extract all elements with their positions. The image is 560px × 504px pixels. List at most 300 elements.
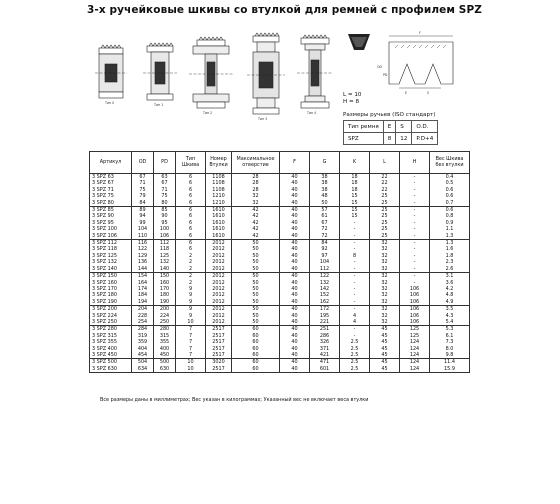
table-cell: 7 bbox=[176, 352, 206, 359]
table-cell: 174 bbox=[132, 286, 154, 292]
table-cell: 7 bbox=[176, 326, 206, 333]
article-cell: 3 SPZ 63 bbox=[90, 174, 132, 181]
article-cell: 3 SPZ 160 bbox=[90, 280, 132, 286]
table-cell: 4 bbox=[340, 313, 370, 319]
table-cell: 57 bbox=[310, 207, 340, 214]
table-cell: 132 bbox=[154, 259, 176, 265]
table-cell: 1610 bbox=[206, 213, 232, 219]
table-cell: 50 bbox=[232, 299, 280, 306]
table-cell: 8 bbox=[340, 253, 370, 259]
table-cell: 154 bbox=[132, 273, 154, 280]
table-cell: - bbox=[340, 299, 370, 306]
pulley-type-3-label: Тип 3 bbox=[258, 117, 268, 121]
article-cell: 3 SPZ 250 bbox=[90, 319, 132, 326]
table-cell: 2012 bbox=[206, 319, 232, 326]
table-cell: 471 bbox=[310, 359, 340, 366]
article-cell: 3 SPZ 112 bbox=[90, 240, 132, 247]
table-cell: 18 bbox=[340, 187, 370, 193]
table-cell: 60 bbox=[232, 326, 280, 333]
table-cell: 75 bbox=[154, 193, 176, 199]
table-cell: 106 bbox=[400, 299, 430, 306]
table-cell: 40 bbox=[280, 246, 310, 252]
article-cell: 3 SPZ 170 bbox=[90, 286, 132, 292]
table-cell: 400 bbox=[154, 346, 176, 352]
table-cell: 6 bbox=[176, 207, 206, 214]
table-cell: 601 bbox=[310, 366, 340, 373]
table-cell: 2012 bbox=[206, 240, 232, 247]
table-row bbox=[90, 266, 470, 273]
table-cell: 630 bbox=[154, 366, 176, 373]
table-cell: 67 bbox=[154, 180, 176, 186]
table-cell: 142 bbox=[310, 286, 340, 292]
table-cell: 224 bbox=[154, 313, 176, 319]
column-header: Тип Шкива bbox=[176, 152, 206, 174]
table-cell: 315 bbox=[154, 333, 176, 339]
table-cell: 1.1 bbox=[430, 226, 470, 232]
table-cell: 2.5 bbox=[340, 366, 370, 373]
table-cell: 6 bbox=[176, 233, 206, 240]
table-cell: 0.5 bbox=[430, 180, 470, 186]
table-cell: 6 bbox=[176, 180, 206, 186]
table-cell: 0.8 bbox=[430, 213, 470, 219]
table-cell: 110 bbox=[132, 233, 154, 240]
table-cell: - bbox=[340, 266, 370, 273]
table-cell: 95 bbox=[154, 220, 176, 226]
table-row bbox=[90, 306, 470, 313]
table-cell: 116 bbox=[132, 240, 154, 247]
belt-profile-drawing bbox=[348, 34, 370, 50]
table-cell: 32 bbox=[370, 292, 400, 298]
pulley-type-2-label: Тип 2 bbox=[203, 111, 213, 115]
table-cell: 42 bbox=[232, 233, 280, 240]
table-cell: 9 bbox=[176, 292, 206, 298]
table-cell: 2.5 bbox=[340, 352, 370, 359]
profile-h-value: H = 8 bbox=[343, 99, 360, 105]
table-cell: 326 bbox=[310, 339, 340, 345]
table-cell: 94 bbox=[132, 213, 154, 219]
table-cell: 42 bbox=[232, 207, 280, 214]
table-cell: 6.1 bbox=[430, 333, 470, 339]
table-cell: 122 bbox=[310, 273, 340, 280]
table-cell: 40 bbox=[280, 174, 310, 181]
table-cell: 6 bbox=[176, 213, 206, 219]
table-cell: 40 bbox=[280, 180, 310, 186]
table-cell: 2012 bbox=[206, 266, 232, 273]
table-cell: 40 bbox=[280, 359, 310, 366]
table-cell: 40 bbox=[280, 333, 310, 339]
table-cell: 2012 bbox=[206, 286, 232, 292]
table-cell: 280 bbox=[154, 326, 176, 333]
table-cell: 104 bbox=[132, 226, 154, 232]
pulley-specs-table bbox=[89, 151, 470, 373]
table-cell: 15 bbox=[340, 193, 370, 199]
table-cell: 112 bbox=[154, 240, 176, 247]
table-cell: 50 bbox=[232, 292, 280, 298]
article-cell: 3 SPZ 630 bbox=[90, 366, 132, 373]
table-cell: 25 bbox=[370, 220, 400, 226]
table-cell: 40 bbox=[280, 266, 310, 273]
table-cell: 144 bbox=[132, 266, 154, 273]
article-cell: 3 SPZ 224 bbox=[90, 313, 132, 319]
table-cell: 45 bbox=[370, 333, 400, 339]
article-cell: 3 SPZ 200 bbox=[90, 306, 132, 313]
table-cell: 32 bbox=[370, 266, 400, 273]
table-cell: 60 bbox=[232, 333, 280, 339]
table-cell: 3020 bbox=[206, 359, 232, 366]
table-cell: 221 bbox=[310, 319, 340, 326]
table-cell: 9 bbox=[176, 286, 206, 292]
table-cell: 92 bbox=[310, 246, 340, 252]
table-cell: 1.3 bbox=[430, 233, 470, 240]
article-cell: 3 SPZ 140 bbox=[90, 266, 132, 273]
table-row bbox=[90, 207, 470, 214]
table-row bbox=[90, 366, 470, 373]
table-cell: 2 bbox=[176, 273, 206, 280]
table-cell: 40 bbox=[280, 240, 310, 247]
article-cell: 3 SPZ 315 bbox=[90, 333, 132, 339]
table-cell: 4.2 bbox=[430, 286, 470, 292]
table-cell: 286 bbox=[310, 333, 340, 339]
table-cell: 122 bbox=[132, 246, 154, 252]
table-cell: 2012 bbox=[206, 299, 232, 306]
table-cell: 112 bbox=[310, 266, 340, 273]
table-cell: 9 bbox=[176, 299, 206, 306]
table-cell: 194 bbox=[132, 299, 154, 306]
table-cell: 45 bbox=[370, 352, 400, 359]
table-cell: 4 bbox=[340, 319, 370, 326]
pulley-type-1-label: Тип 1 bbox=[154, 103, 164, 107]
table-cell: - bbox=[340, 333, 370, 339]
table-row bbox=[90, 233, 470, 240]
table-cell: - bbox=[400, 280, 430, 286]
table-cell: 48 bbox=[310, 193, 340, 199]
groove-cell: 12 bbox=[396, 133, 412, 145]
table-cell: 184 bbox=[132, 292, 154, 298]
table-cell: 10 bbox=[176, 359, 206, 366]
table-cell: 32 bbox=[370, 313, 400, 319]
table-cell: 18 bbox=[340, 174, 370, 181]
table-row bbox=[90, 240, 470, 247]
table-cell: 106 bbox=[400, 286, 430, 292]
table-cell: 125 bbox=[400, 326, 430, 333]
table-cell: 40 bbox=[280, 213, 310, 219]
table-cell: - bbox=[400, 273, 430, 280]
table-cell: 195 bbox=[310, 313, 340, 319]
table-cell: 6 bbox=[176, 240, 206, 247]
table-cell: 125 bbox=[400, 333, 430, 339]
article-cell: 3 SPZ 125 bbox=[90, 253, 132, 259]
groove-header-cell: Тип ремня bbox=[344, 121, 384, 133]
table-cell: 40 bbox=[280, 187, 310, 193]
table-cell: - bbox=[340, 273, 370, 280]
pulley-type-0-drawing bbox=[95, 45, 127, 98]
table-cell: - bbox=[340, 326, 370, 333]
table-cell: - bbox=[400, 240, 430, 247]
groove-header-cell: S bbox=[396, 121, 412, 133]
table-cell: - bbox=[340, 240, 370, 247]
table-cell: 1108 bbox=[206, 180, 232, 186]
table-cell: - bbox=[400, 174, 430, 181]
table-cell: 32 bbox=[370, 259, 400, 265]
table-cell: 2012 bbox=[206, 280, 232, 286]
table-cell: 1.8 bbox=[430, 253, 470, 259]
table-cell: - bbox=[340, 280, 370, 286]
table-cell: 254 bbox=[132, 319, 154, 326]
article-cell: 3 SPZ 75 bbox=[90, 193, 132, 199]
table-cell: 2.5 bbox=[340, 339, 370, 345]
table-cell: 97 bbox=[310, 253, 340, 259]
table-cell: 40 bbox=[280, 200, 310, 207]
groove-header-cell: O.D. bbox=[412, 121, 438, 133]
table-cell: 3.6 bbox=[430, 280, 470, 286]
article-cell: 3 SPZ 106 bbox=[90, 233, 132, 240]
groove-cell: P.D+4 bbox=[412, 133, 438, 145]
table-cell: - bbox=[340, 286, 370, 292]
table-cell: 404 bbox=[132, 346, 154, 352]
table-cell: 6 bbox=[176, 246, 206, 252]
pulley-type-4-drawing bbox=[297, 35, 333, 108]
table-cell: 32 bbox=[370, 246, 400, 252]
article-cell: 3 SPZ 118 bbox=[90, 246, 132, 252]
table-cell: 60 bbox=[232, 339, 280, 345]
table-cell: 99 bbox=[132, 220, 154, 226]
table-cell: 32 bbox=[370, 319, 400, 326]
table-cell: 106 bbox=[400, 313, 430, 319]
table-cell: 180 bbox=[154, 292, 176, 298]
table-cell: 0.9 bbox=[430, 220, 470, 226]
pulley-type-0-label: Тип 0 bbox=[105, 101, 115, 105]
table-cell: 2012 bbox=[206, 273, 232, 280]
table-cell: 42 bbox=[232, 220, 280, 226]
table-cell: 67 bbox=[132, 174, 154, 181]
table-cell: 32 bbox=[370, 286, 400, 292]
table-cell: 228 bbox=[132, 313, 154, 319]
table-cell: 6 bbox=[176, 226, 206, 232]
table-cell: 4.9 bbox=[430, 299, 470, 306]
table-cell: 2012 bbox=[206, 253, 232, 259]
table-cell: 9 bbox=[176, 313, 206, 319]
table-cell: 25 bbox=[370, 207, 400, 214]
groove-cell: SPZ bbox=[344, 133, 384, 145]
table-row bbox=[90, 352, 470, 359]
table-cell: 2517 bbox=[206, 352, 232, 359]
table-cell: 1610 bbox=[206, 233, 232, 240]
table-cell: 2517 bbox=[206, 333, 232, 339]
table-cell: 204 bbox=[132, 306, 154, 313]
table-cell: 79 bbox=[132, 193, 154, 199]
article-cell: 3 SPZ 190 bbox=[90, 299, 132, 306]
table-cell: 25 bbox=[370, 233, 400, 240]
table-cell: 50 bbox=[310, 200, 340, 207]
table-cell: 421 bbox=[310, 352, 340, 359]
table-cell: 38 bbox=[310, 180, 340, 186]
table-cell: 371 bbox=[310, 346, 340, 352]
table-cell: 106 bbox=[400, 306, 430, 313]
table-cell: - bbox=[400, 259, 430, 265]
table-cell: 45 bbox=[370, 359, 400, 366]
groove-header-row bbox=[344, 121, 438, 133]
table-cell: 50 bbox=[232, 266, 280, 273]
table-cell: - bbox=[340, 233, 370, 240]
table-cell: - bbox=[400, 213, 430, 219]
table-row bbox=[90, 359, 470, 366]
table-cell: 124 bbox=[400, 366, 430, 373]
table-cell: 10 bbox=[176, 366, 206, 373]
table-cell: 1210 bbox=[206, 193, 232, 199]
table-cell: 100 bbox=[154, 226, 176, 232]
table-cell: 40 bbox=[280, 207, 310, 214]
table-cell: 40 bbox=[280, 193, 310, 199]
table-cell: - bbox=[400, 193, 430, 199]
table-cell: 40 bbox=[280, 346, 310, 352]
table-cell: 38 bbox=[310, 174, 340, 181]
table-cell: 80 bbox=[154, 200, 176, 207]
column-header: Вес Шкива без втулки bbox=[430, 152, 470, 174]
article-cell: 3 SPZ 450 bbox=[90, 352, 132, 359]
table-cell: 40 bbox=[280, 280, 310, 286]
table-cell: 45 bbox=[370, 366, 400, 373]
table-cell: 67 bbox=[310, 220, 340, 226]
table-cell: 106 bbox=[154, 233, 176, 240]
table-cell: 32 bbox=[232, 200, 280, 207]
table-cell: 0.7 bbox=[430, 200, 470, 207]
table-cell: 2517 bbox=[206, 366, 232, 373]
table-cell: - bbox=[340, 259, 370, 265]
article-cell: 3 SPZ 85 bbox=[90, 207, 132, 214]
table-cell: 50 bbox=[232, 280, 280, 286]
table-cell: 50 bbox=[232, 286, 280, 292]
table-cell: 40 bbox=[280, 273, 310, 280]
table-cell: 50 bbox=[232, 306, 280, 313]
pulley-type-4-label: Тип 4 bbox=[307, 111, 317, 115]
column-header: PD bbox=[154, 152, 176, 174]
table-cell: 40 bbox=[280, 313, 310, 319]
table-cell: 160 bbox=[154, 280, 176, 286]
table-cell: 22 bbox=[370, 174, 400, 181]
groove-header-cell: E bbox=[383, 121, 396, 133]
table-cell: 2517 bbox=[206, 346, 232, 352]
article-cell: 3 SPZ 80 bbox=[90, 200, 132, 207]
table-cell: 200 bbox=[154, 306, 176, 313]
table-cell: 25 bbox=[370, 226, 400, 232]
table-cell: 40 bbox=[280, 319, 310, 326]
table-cell: 6 bbox=[176, 220, 206, 226]
table-cell: 7.3 bbox=[430, 339, 470, 345]
table-cell: 15.9 bbox=[430, 366, 470, 373]
table-cell: 136 bbox=[132, 259, 154, 265]
table-cell: 454 bbox=[132, 352, 154, 359]
table-cell: - bbox=[340, 246, 370, 252]
table-cell: - bbox=[400, 246, 430, 252]
table-cell: 250 bbox=[154, 319, 176, 326]
footnote: Все размеры даны в миллиметрах; Вес указан в килограммах; Указанный вес не включает веса втулки bbox=[100, 397, 369, 403]
table-cell: 634 bbox=[132, 366, 154, 373]
table-cell: 50 bbox=[232, 259, 280, 265]
table-cell: 60 bbox=[232, 366, 280, 373]
table-cell: - bbox=[340, 220, 370, 226]
groove-section-drawing bbox=[389, 36, 453, 88]
table-cell: - bbox=[400, 180, 430, 186]
column-header: Максимальное отверстие bbox=[232, 152, 280, 174]
table-cell: 7 bbox=[176, 346, 206, 352]
table-cell: 15 bbox=[340, 200, 370, 207]
table-cell: 2 bbox=[176, 259, 206, 265]
dimension-s-label: S bbox=[427, 91, 430, 95]
pulley-type-2-drawing bbox=[189, 37, 233, 108]
table-cell: 32 bbox=[232, 193, 280, 199]
table-cell: 2012 bbox=[206, 292, 232, 298]
table-cell: 1610 bbox=[206, 220, 232, 226]
table-cell: 6 bbox=[176, 174, 206, 181]
table-cell: 50 bbox=[232, 246, 280, 252]
table-cell: - bbox=[400, 220, 430, 226]
table-cell: 2517 bbox=[206, 326, 232, 333]
table-cell: 2 bbox=[176, 280, 206, 286]
table-row bbox=[90, 273, 470, 280]
table-cell: 124 bbox=[400, 352, 430, 359]
table-cell: 162 bbox=[310, 299, 340, 306]
table-cell: 500 bbox=[154, 359, 176, 366]
table-cell: 129 bbox=[132, 253, 154, 259]
groove-table bbox=[343, 120, 438, 145]
table-row bbox=[90, 200, 470, 207]
table-cell: 90 bbox=[154, 213, 176, 219]
table-cell: 28 bbox=[232, 187, 280, 193]
table-cell: 319 bbox=[132, 333, 154, 339]
column-header: K bbox=[340, 152, 370, 174]
table-cell: 32 bbox=[370, 273, 400, 280]
article-cell: 3 SPZ 100 bbox=[90, 226, 132, 232]
table-cell: 124 bbox=[400, 339, 430, 345]
table-cell: 0.6 bbox=[430, 187, 470, 193]
table-cell: 89 bbox=[132, 207, 154, 214]
table-cell: 3.5 bbox=[430, 306, 470, 313]
column-header: G bbox=[310, 152, 340, 174]
table-row bbox=[90, 174, 470, 181]
table-cell: 9 bbox=[176, 306, 206, 313]
table-cell: 172 bbox=[310, 306, 340, 313]
table-cell: 1610 bbox=[206, 207, 232, 214]
column-header: L bbox=[370, 152, 400, 174]
pulley-type-3-drawing bbox=[247, 33, 285, 114]
table-cell: 1108 bbox=[206, 187, 232, 193]
table-cell: 72 bbox=[310, 233, 340, 240]
column-header: H bbox=[400, 152, 430, 174]
table-cell: 71 bbox=[154, 187, 176, 193]
table-cell: 40 bbox=[280, 259, 310, 265]
table-cell: - bbox=[400, 233, 430, 240]
table-cell: 118 bbox=[154, 246, 176, 252]
table-cell: - bbox=[400, 187, 430, 193]
table-cell: 60 bbox=[232, 352, 280, 359]
article-cell: 3 SPZ 90 bbox=[90, 213, 132, 219]
table-cell: 6 bbox=[176, 193, 206, 199]
table-cell: 72 bbox=[310, 226, 340, 232]
article-cell: 3 SPZ 355 bbox=[90, 339, 132, 345]
column-header: OD bbox=[132, 152, 154, 174]
table-cell: 2.5 bbox=[340, 359, 370, 366]
table-cell: 7 bbox=[176, 333, 206, 339]
table-cell: 15 bbox=[340, 213, 370, 219]
table-cell: 2.3 bbox=[430, 259, 470, 265]
table-cell: 4.8 bbox=[430, 292, 470, 298]
profile-l-value: L = 10 bbox=[343, 92, 362, 98]
table-cell: 32 bbox=[370, 253, 400, 259]
table-cell: 61 bbox=[310, 213, 340, 219]
table-cell: 25 bbox=[370, 193, 400, 199]
table-cell: 0.6 bbox=[430, 193, 470, 199]
table-cell: 25 bbox=[370, 213, 400, 219]
